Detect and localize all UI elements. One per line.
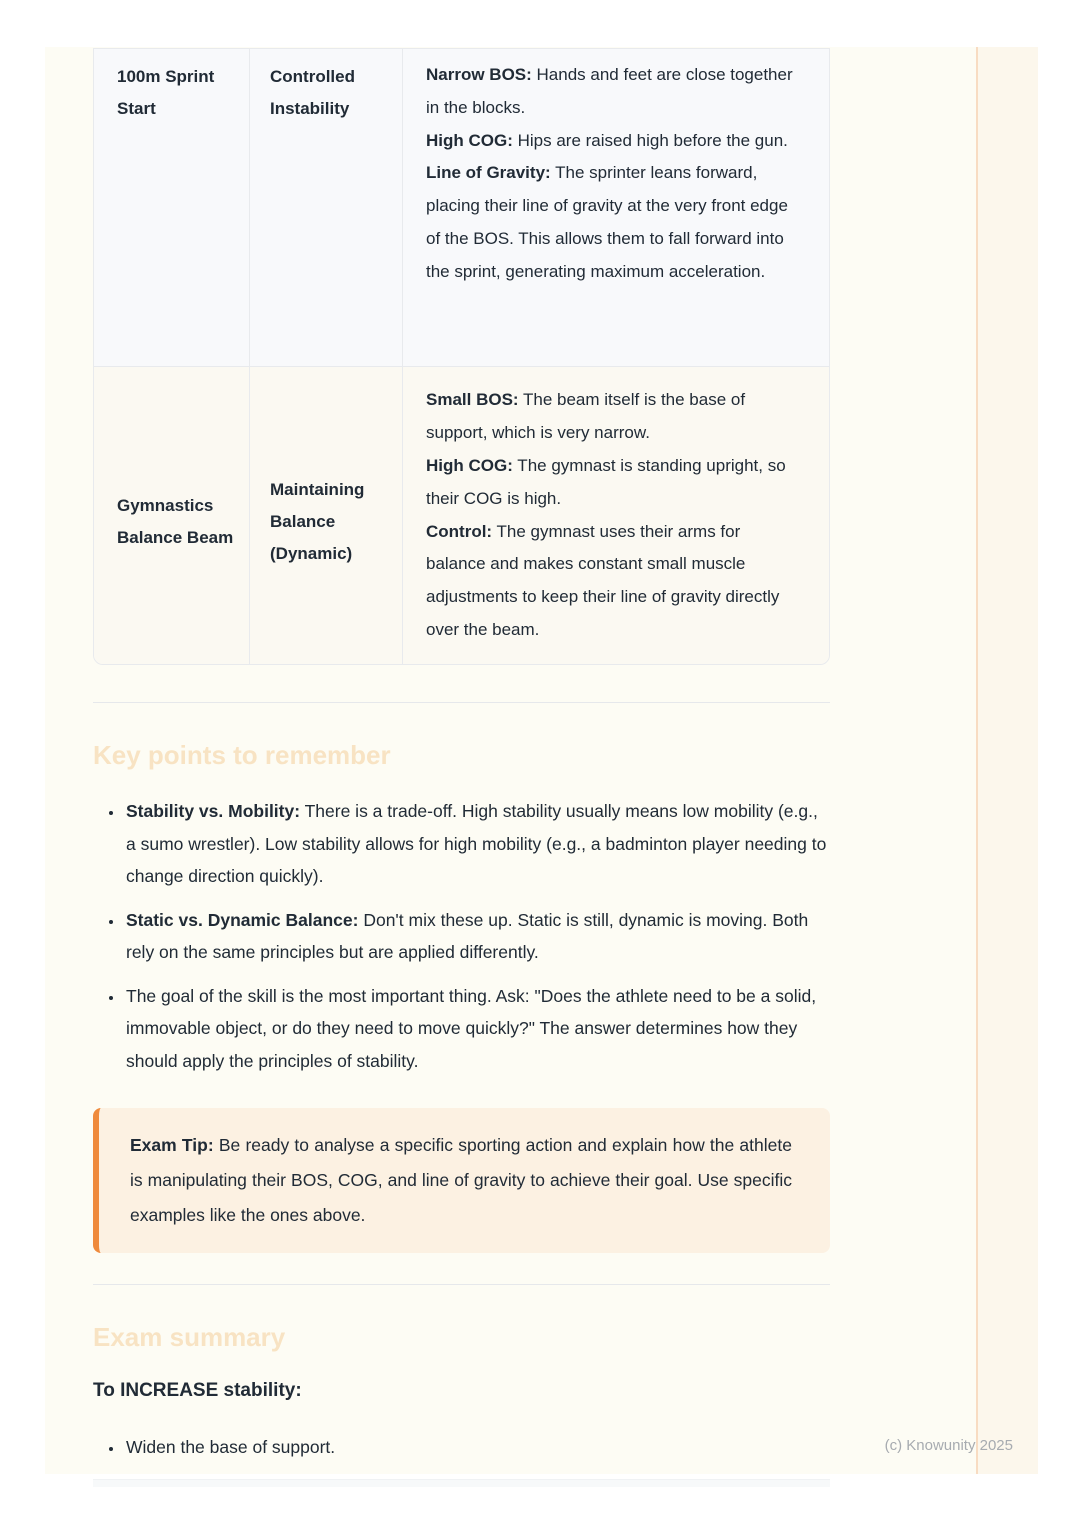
page-edge-strip <box>976 47 1038 1474</box>
key-points-list <box>93 795 830 1077</box>
text-line: High COG: Hips are raised high before the gun. <box>426 130 788 150</box>
table-cell-explanation <box>403 49 829 367</box>
list-item: • Stability vs. Mobility: There is a trade-off. High stability usually means low mobility (e.g., a sumo wrestler). Low stability allows for high mobility (e.g., a badminton player needing to change direction quickly). <box>124 795 830 893</box>
exam-tip-callout <box>93 1108 830 1253</box>
exam-summary-heading: Exam summary <box>93 1322 286 1352</box>
text-line: Exam Tip: Be ready to analyse a specific sporting action and explain how the athlete is manipulating their BOS, COG, and line of gravity to achieve their goal. Use specific examples like the ones above. <box>130 1135 792 1225</box>
increase-stability-subheading: To INCREASE stability: <box>93 1380 302 1401</box>
table-row <box>94 367 829 664</box>
next-page-sliver <box>93 1479 830 1487</box>
text-line: High COG: The gymnast is standing upright, so their COG is high. <box>426 455 786 508</box>
text-line: Line of Gravity: The sprinter leans forward, placing their line of gravity at the very front edge of the BOS. This allows them to fall forward into the sprint, generating maximum acceleration. <box>426 163 788 281</box>
list-item: • Static vs. Dynamic Balance: Don't mix these up. Static is still, dynamic is moving. Both rely on the same principles but are applied differently. <box>124 904 830 969</box>
table-cell-explanation <box>403 367 829 664</box>
key-points-heading: Key points to remember <box>93 740 391 770</box>
text-line: Small BOS: The beam itself is the base of support, which is very narrow. <box>426 390 746 443</box>
stability-examples-table <box>93 48 830 665</box>
list-item: • Widen the base of support. <box>124 1431 830 1464</box>
text-line: Narrow BOS: Hands and feet are close together in the blocks. <box>426 65 793 117</box>
exam-summary-list <box>93 1431 830 1464</box>
table-cell-principle: Controlled Instability <box>250 49 403 367</box>
section-divider <box>93 1284 830 1285</box>
table-cell-example: 100m Sprint Start <box>94 49 250 367</box>
table-row <box>94 49 829 367</box>
page-content <box>93 48 830 1475</box>
section-divider <box>93 702 830 703</box>
document-page <box>45 47 1038 1474</box>
list-item: • The goal of the skill is the most important thing. Ask: "Does the athlete need to be a solid, immovable object, or do they need to move quickly?" The answer determines how they should apply the principles of stability. <box>124 980 830 1078</box>
copyright-watermark: (c) Knowunity 2025 <box>884 1437 1013 1454</box>
table-cell-example: Gymnastics Balance Beam <box>94 367 250 664</box>
table-cell-principle: Maintaining Balance (Dynamic) <box>250 367 403 664</box>
text-line: Control: The gymnast uses their arms for balance and makes constant small muscle adjustments to keep their line of gravity directly over the beam. <box>426 521 780 639</box>
